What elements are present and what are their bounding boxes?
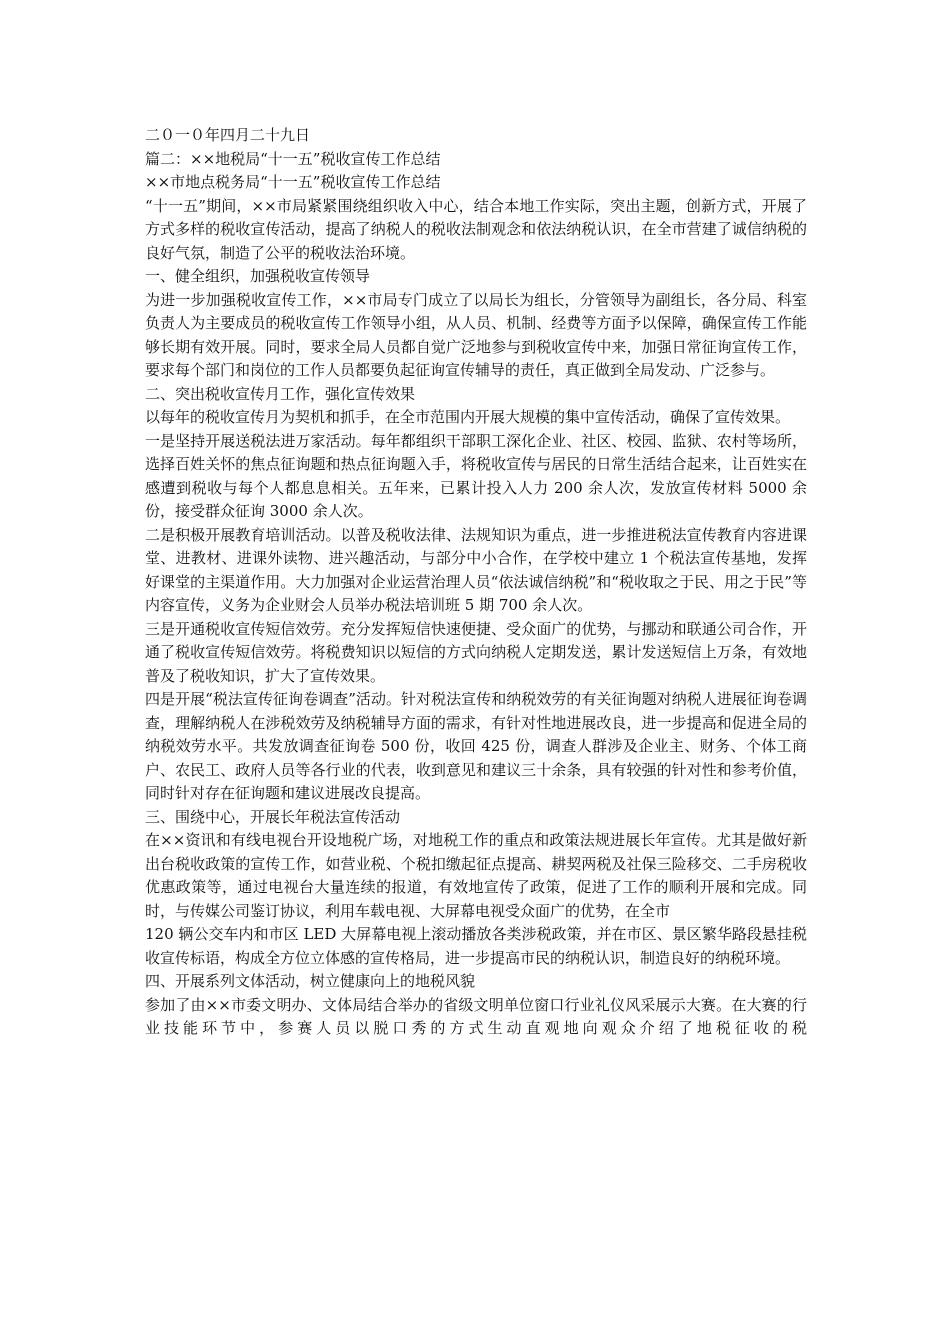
article-title: ××市地点税务局“十一五”税收宣传工作总结 [145, 173, 441, 191]
body-paragraph: 二是积极开展教育培训活动。以普及税收法律、法规知识为重点，进一步推进税法宣传教育内容进课堂、进教材、进课外读物、进兴趣活动，与部分中小合作，在学校中建立 1 个税法宣传基地，发挥好课堂的主渠道作用。大力加强对企业运营治理人员“依法诚信纳税”和“税收取之于民、用之于民”等内容宣传，义务为企业财会人员举办税法培训班 5 期 700 余人次。 [145, 525, 807, 614]
body-paragraph: 120 辆公交车内和市区 LED 大屏幕电视上滚动播放各类涉税政策，并在市区、景区繁华路段悬挂税收宣传标语，构成全方位立体感的宣传格局，进一步提高市民的纳税认识，制造良好的纳税环境。 [145, 925, 807, 967]
body-paragraph: 在××资讯和有线电视台开设地税广场，对地税工作的重点和政策法规进展长年宣传。尤其是做好新出台税收政策的宣传工作，如营业税、个税扣缴起征点提高、耕契两税及社保三险移交、二手房税收优惠政策等，通过电视台大量连续的报道，有效地宣传了政策，促进了工作的顺利开展和完成。同时，与传媒公司鉴订协议，利用车载电视、大屏幕电视受众面广的优势，在全市 [145, 831, 807, 920]
document-body [145, 124, 807, 1041]
section-heading: 四、开展系列文体活动，树立健康向上的地税风貌 [145, 972, 476, 990]
body-paragraph: 四是开展“税法宣传征询卷调查”活动。针对税法宣传和纳税效劳的有关征询题对纳税人进展征询卷调查，理解纳税人在涉税效劳及纳税辅导方面的需求，有针对性地进展改良，进一步提高和促进全局的纳税效劳水平。共发放调查征询卷 500 份，收回 425 份，调查人群涉及企业主、财务、个体工商户、农民工、政府人员等各行业的代表，收到意见和建议三十余条，具有较强的针对性和参考价值，同时针对存在征询题和建议进展改良提高。 [145, 690, 807, 802]
section-heading: 三、围绕中心，开展长年税法宣传活动 [145, 807, 401, 826]
body-paragraph: “十一五”期间，××市局紧紧围绕组织收入中心，结合本地工作实际，突出主题，创新方式，开展了方式多样的税收宣传活动，提高了纳税人的税收法制观念和依法纳税认识，在全市营建了诚信纳税的良好气氛，制造了公平的税收法治环境。 [145, 196, 807, 262]
body-paragraph: 为进一步加强税收宣传工作，××市局专门成立了以局长为组长，分管领导为副组长，各分局、科室负责人为主要成员的税收宣传工作领导小组，从人员、机制、经费等方面予以保障，确保宣传工作能够长期有效开展。同时，要求全局人员都自觉广泛地参与到税收宣传中来，加强日常征询宣传工作，要求每个部门和岗位的工作人员都要负起征询宣传辅导的责任，真正做到全局发动、广泛参与。 [145, 290, 807, 379]
article-heading: 篇二：××地税局“十一五”税收宣传工作总结 [145, 149, 441, 168]
body-paragraph: 参加了由××市委文明办、文体局结合举办的省级文明单位窗口行业礼仪风采展示大赛。在大赛的行业技能环节中，参赛人员以脱口秀的方式生动直观地向观众介绍了地税征收的税 [145, 995, 807, 1037]
body-paragraph: 一是坚持开展送税法进万家活动。每年都组织干部职工深化企业、社区、校园、监狱、农村等场所，选择百姓关怀的焦点征询题和热点征询题入手，将税收宣传与居民的日常生活结合起来，让百姓实在感遭到税收与每个人都息息相关。五年来，已累计投入人力 200 余人次，发放宣传材料 5000 余份，接受群众征询 3000 余人次。 [145, 431, 807, 520]
section-heading: 一、健全组织，加强税收宣传领导 [145, 267, 371, 285]
body-paragraph: 三是开通税收宣传短信效劳。充分发挥短信快速便捷、受众面广的优势，与挪动和联通公司合作，开通了税收宣传短信效劳。将税费知识以短信的方式向纳税人定期发送，累计发送短信上万条，有效地普及了税收知识，扩大了宣传效果。 [145, 619, 807, 685]
section-heading: 二、突出税收宣传月工作，强化宣传效果 [145, 384, 416, 403]
date-line: 二０一０年四月二十九日 [145, 126, 311, 144]
body-paragraph: 以每年的税收宣传月为契机和抓手，在全市范围内开展大规模的集中宣传活动，确保了宣传效果。 [145, 408, 791, 426]
